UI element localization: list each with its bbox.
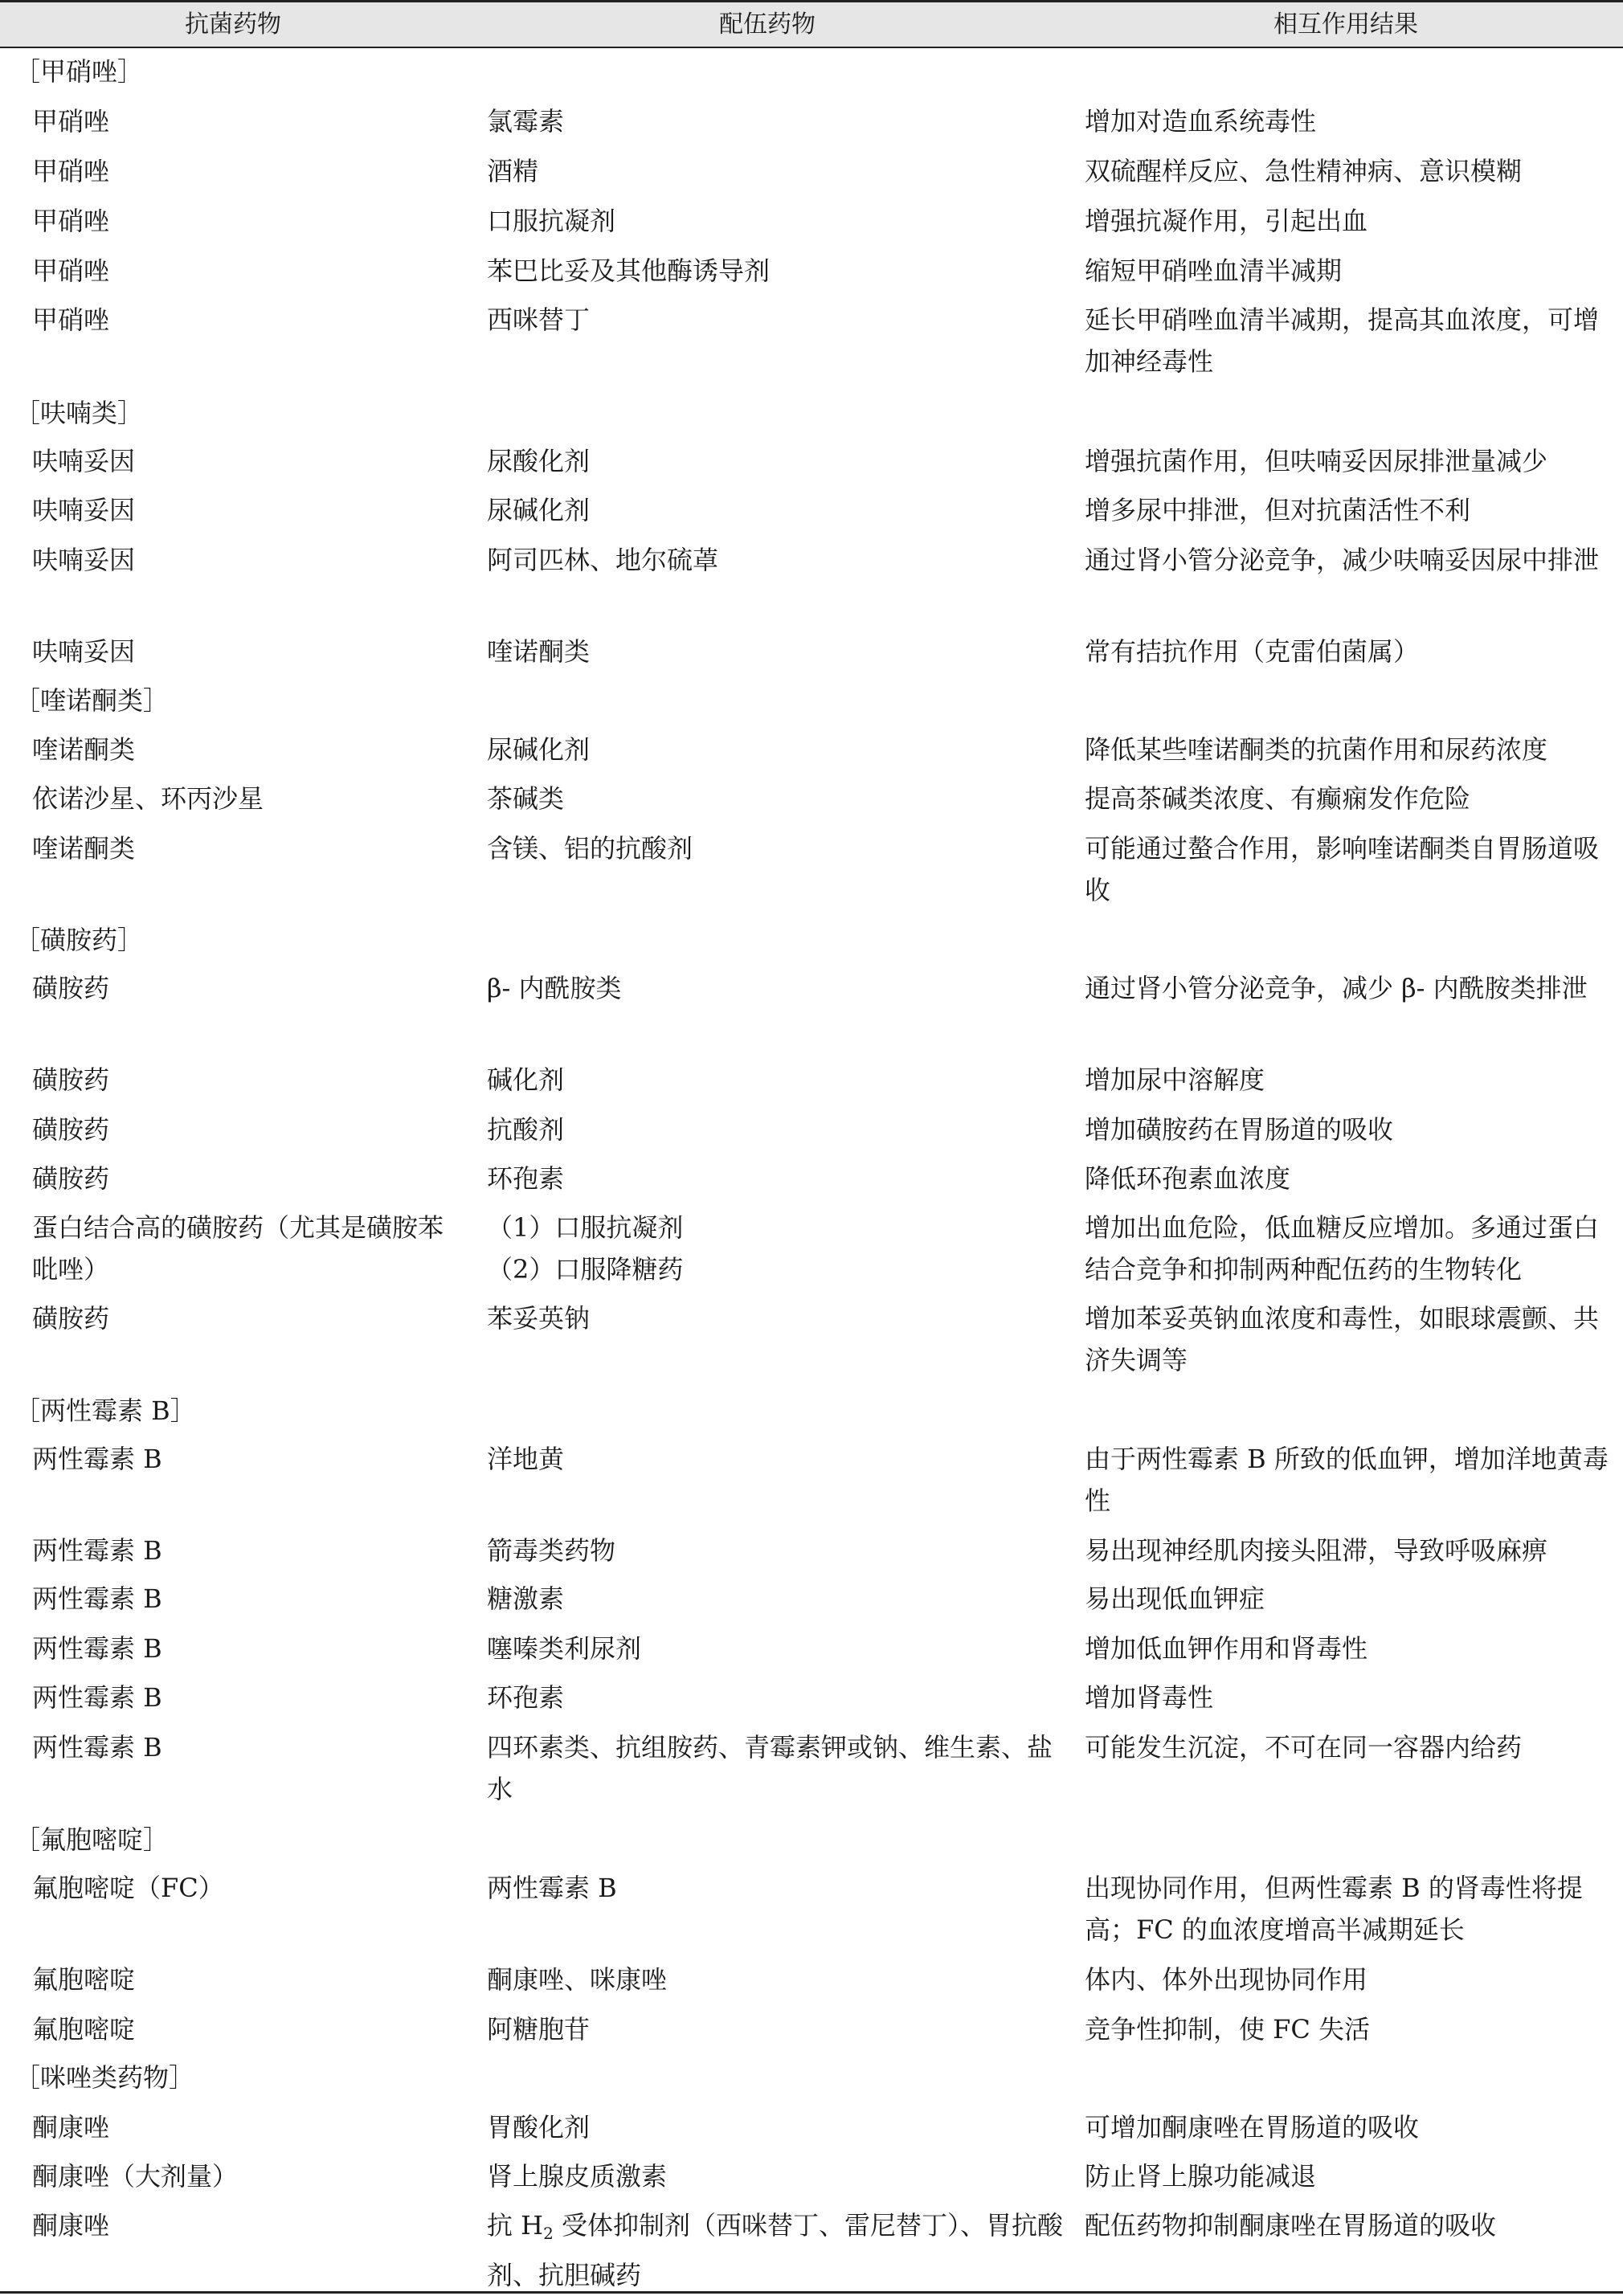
combined-drug-text: 受体抑制剂（西咪替丁、雷尼替丁）、胃抗酸剂、抗胆碱药 — [487, 2210, 1064, 2290]
cell-antibacterial: 酮康唑（大剂量） — [32, 2161, 239, 2192]
cell-antibacterial: 甲硝唑 — [32, 206, 110, 236]
cell-interaction-result: 出现协同作用，但两性霉素 B 的肾毒性将提高；FC 的血浓度增高半减期延长 — [1085, 1873, 1583, 1945]
section-title: ［氟胞嘧啶］ — [14, 1824, 170, 1855]
cell-interaction-result: 降低环孢素血浓度 — [1085, 1163, 1291, 1194]
cell-interaction-result: 通过肾小管分泌竞争，减少 β- 内酰胺类排泄 — [1085, 973, 1588, 1003]
cell-interaction-result: 增加磺胺药在胃肠道的吸收 — [1085, 1114, 1394, 1145]
cell-interaction-result: 增加尿中溶解度 — [1085, 1064, 1265, 1095]
cell-antibacterial: 依诺沙星、环丙沙星 — [32, 783, 264, 814]
cell-interaction-result: 缩短甲硝唑血清半减期 — [1085, 255, 1343, 286]
cell-combined-drug: 抗酸剂 — [487, 1114, 565, 1145]
cell-antibacterial: 酮康唑 — [32, 2210, 110, 2241]
table-header-rule — [0, 47, 1623, 48]
section-title: ［甲硝唑］ — [14, 56, 144, 87]
cell-interaction-result: 增加出血危险，低血糖反应增加。多通过蛋白结合竞争和抑制两种配伍药的生物转化 — [1085, 1212, 1600, 1285]
cell-combined-drug: 酒精 — [487, 156, 539, 186]
cell-combined-drug: 噻嗪类利尿剂 — [487, 1633, 642, 1664]
cell-interaction-result: 降低某些喹诺酮类的抗菌作用和尿药浓度 — [1085, 734, 1548, 765]
cell-combined-drug — [487, 1207, 1065, 1290]
cell-antibacterial: 磺胺药 — [32, 1114, 110, 1145]
cell-combined-drug — [487, 2204, 1065, 2296]
cell-combined-drug: 尿碱化剂 — [487, 495, 591, 525]
header-interaction-result: 相互作用结果 — [1273, 10, 1418, 39]
cell-combined-drug: 洋地黄 — [487, 1444, 565, 1474]
cell-interaction-result: 增加对造血系统毒性 — [1085, 106, 1317, 137]
cell-combined-drug: 阿糖胞苷 — [487, 2014, 591, 2045]
section-title: ［咪唑类药物］ — [14, 2062, 195, 2093]
cell-antibacterial: 两性霉素 B — [32, 1682, 162, 1713]
cell-interaction-result: 易出现低血钾症 — [1085, 1583, 1265, 1614]
cell-interaction-result: 增加肾毒性 — [1085, 1682, 1214, 1713]
combined-drug-line: （1）口服抗凝剂 — [487, 1212, 684, 1243]
cell-combined-drug: 阿司匹林、地尔硫䓬 — [487, 545, 719, 575]
cell-antibacterial: 呋喃妥因 — [32, 495, 136, 525]
cell-antibacterial: 呋喃妥因 — [32, 636, 136, 667]
cell-antibacterial: 两性霉素 B — [32, 1535, 162, 1566]
cell-interaction-result: 防止肾上腺功能减退 — [1085, 2161, 1317, 2192]
cell-antibacterial: 磺胺药 — [32, 1303, 110, 1334]
combined-drug-line: （2）口服降糖药 — [487, 1254, 684, 1285]
cell-combined-drug: 氯霉素 — [487, 106, 565, 137]
cell-antibacterial: 磺胺药 — [32, 1064, 110, 1095]
cell-combined-drug: 酮康唑、咪康唑 — [487, 1964, 668, 1995]
cell-interaction-result: 竞争性抑制，使 FC 失活 — [1085, 2014, 1371, 2045]
cell-interaction-result: 增加低血钾作用和肾毒性 — [1085, 1633, 1368, 1664]
cell-antibacterial: 两性霉素 B — [32, 1583, 162, 1614]
section-title: ［磺胺药］ — [14, 925, 144, 955]
cell-combined-drug: 肾上腺皮质激素 — [487, 2161, 668, 2192]
cell-combined-drug: 西咪替丁 — [487, 304, 591, 335]
cell-combined-drug: 茶碱类 — [487, 783, 565, 814]
cell-antibacterial: 喹诺酮类 — [32, 833, 136, 864]
cell-antibacterial: 氟胞嘧啶 — [32, 2014, 136, 2045]
cell-antibacterial: 酮康唑 — [32, 2112, 110, 2143]
cell-interaction-result: 延长甲硝唑血清半减期，提高其血浓度，可增加神经毒性 — [1085, 304, 1600, 377]
header-antibacterial: 抗菌药物 — [185, 10, 281, 39]
cell-antibacterial: 蛋白结合高的磺胺药（尤其是磺胺苯吡唑） — [32, 1212, 444, 1285]
cell-interaction-result: 增强抗凝作用，引起出血 — [1085, 206, 1368, 236]
cell-combined-drug: 碱化剂 — [487, 1064, 565, 1095]
cell-antibacterial: 喹诺酮类 — [32, 734, 136, 765]
cell-antibacterial: 氟胞嘧啶 — [32, 1964, 136, 1995]
cell-interaction-result: 体内、体外出现协同作用 — [1085, 1964, 1368, 1995]
combined-drug-text: 抗 H — [487, 2210, 544, 2241]
cell-combined-drug: 口服抗凝剂 — [487, 206, 616, 236]
cell-combined-drug: 尿碱化剂 — [487, 734, 591, 765]
cell-interaction-result: 提高茶碱类浓度、有癫痫发作危险 — [1085, 783, 1471, 814]
cell-combined-drug: 环孢素 — [487, 1163, 565, 1194]
cell-interaction-result: 易出现神经肌肉接头阻滞，导致呼吸麻痹 — [1085, 1535, 1548, 1566]
cell-combined-drug: β- 内酰胺类 — [487, 973, 622, 1003]
cell-interaction-result: 双硫醒样反应、急性精神病、意识模糊 — [1085, 156, 1523, 186]
cell-combined-drug: 箭毒类药物 — [487, 1535, 616, 1566]
cell-interaction-result: 可能通过螯合作用，影响喹诺酮类自胃肠道吸收 — [1085, 833, 1600, 905]
cell-antibacterial: 甲硝唑 — [32, 304, 110, 335]
cell-combined-drug: 两性霉素 B — [487, 1873, 617, 1903]
cell-combined-drug: 苯巴比妥及其他酶诱导剂 — [487, 255, 771, 286]
cell-antibacterial: 两性霉素 B — [32, 1444, 162, 1474]
cell-interaction-result: 可增加酮康唑在胃肠道的吸收 — [1085, 2112, 1420, 2143]
cell-interaction-result: 增多尿中排泄，但对抗菌活性不利 — [1085, 495, 1471, 525]
cell-combined-drug: 四环素类、抗组胺药、青霉素钾或钠、维生素、盐水 — [487, 1732, 1053, 1804]
cell-antibacterial: 甲硝唑 — [32, 106, 110, 137]
cell-combined-drug: 含镁、铝的抗酸剂 — [487, 833, 693, 864]
section-title: ［呋喃类］ — [14, 398, 144, 428]
cell-antibacterial: 氟胞嘧啶（FC） — [32, 1873, 224, 1903]
cell-antibacterial: 磺胺药 — [32, 1163, 110, 1194]
cell-antibacterial: 甲硝唑 — [32, 156, 110, 186]
cell-interaction-result: 通过肾小管分泌竞争，减少呋喃妥因尿中排泄 — [1085, 545, 1600, 575]
cell-combined-drug: 糖激素 — [487, 1583, 565, 1614]
cell-combined-drug: 苯妥英钠 — [487, 1303, 591, 1334]
cell-interaction-result: 配伍药物抑制酮康唑在胃肠道的吸收 — [1085, 2210, 1497, 2241]
cell-combined-drug: 喹诺酮类 — [487, 636, 591, 667]
cell-interaction-result: 增强抗菌作用，但呋喃妥因尿排泄量减少 — [1085, 446, 1548, 476]
cell-antibacterial: 两性霉素 B — [32, 1633, 162, 1664]
cell-interaction-result: 可能发生沉淀，不可在同一容器内给药 — [1085, 1732, 1523, 1763]
cell-interaction-result: 常有拮抗作用（克雷伯菌属） — [1085, 636, 1420, 667]
cell-antibacterial: 两性霉素 B — [32, 1732, 162, 1763]
cell-antibacterial: 磺胺药 — [32, 973, 110, 1003]
section-title: ［喹诺酮类］ — [14, 685, 170, 716]
cell-combined-drug: 环孢素 — [487, 1682, 565, 1713]
subscript: 2 — [543, 2224, 554, 2243]
cell-antibacterial: 甲硝唑 — [32, 255, 110, 286]
cell-antibacterial: 呋喃妥因 — [32, 545, 136, 575]
cell-interaction-result: 由于两性霉素 B 所致的低血钾，增加洋地黄毒性 — [1085, 1444, 1609, 1516]
section-title: ［两性霉素 B］ — [14, 1395, 196, 1426]
cell-combined-drug: 尿酸化剂 — [487, 446, 591, 476]
cell-combined-drug: 胃酸化剂 — [487, 2112, 591, 2143]
cell-interaction-result: 增加苯妥英钠血浓度和毒性，如眼球震颤、共济失调等 — [1085, 1303, 1600, 1375]
cell-antibacterial: 呋喃妥因 — [32, 446, 136, 476]
header-combined-drug: 配伍药物 — [719, 10, 816, 39]
